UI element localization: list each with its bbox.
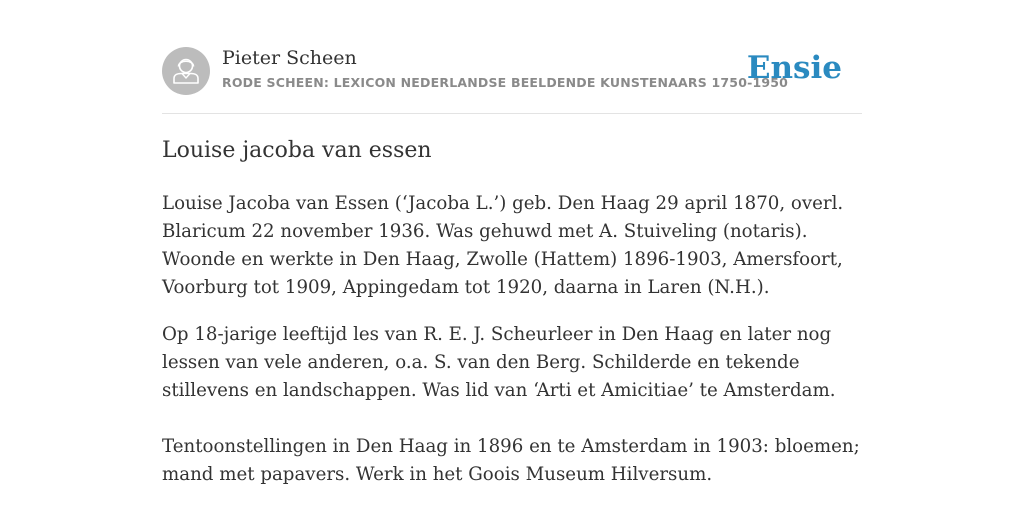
article-paragraph: Tentoonstellingen in Den Haag in 1896 en te Amsterdam in 1903: bloemen; mand met papavers. Werk in het Goois Museum Hilversum. [162,436,860,485]
article-body [162,190,862,489]
article-title: Louise jacoba van essen [162,138,432,163]
article-paragraph: Louise Jacoba van Essen (‘Jacoba L.’) geb. Den Haag 29 april 1870, overl. Blaricum 22 november 1936. Was gehuwd met A. Stuiveling (notaris). Woonde en werkte in Den Haag, Zwolle (Hattem) 1896-1903, Amersfoort, Voorburg tot 1909, Appingedam tot 1920, daarna in Laren (N.H.). [162,193,844,298]
source-title[interactable]: RODE SCHEEN: LEXICON NEDERLANDSE BEELDENDE KUNSTENAARS 1750-1950 [222,75,789,90]
ensie-logo[interactable]: Ensie [746,50,842,86]
author-name[interactable]: Pieter Scheen [222,47,357,69]
user-icon [162,47,210,95]
article-header [162,47,862,95]
article-paragraph: Op 18-jarige leeftijd les van R. E. J. Scheurleer in Den Haag en later nog lessen van vele anderen, o.a. S. van den Berg. Schilderde en tekende stillevens en landschappen. Was lid van ‘Arti et Amicitiae’ te Amsterdam. [162,324,836,401]
header-divider [162,113,862,114]
author-avatar[interactable] [162,47,210,95]
